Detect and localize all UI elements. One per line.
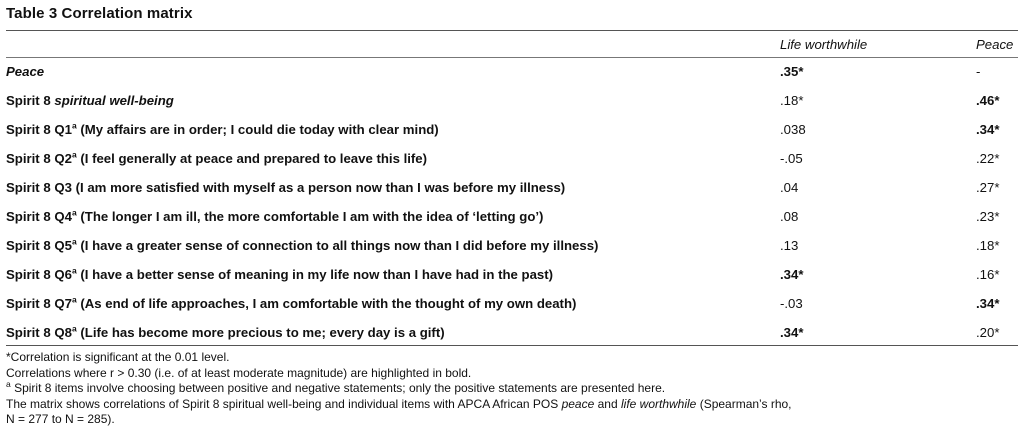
table-row — [6, 86, 1018, 115]
cell-life-worthwhile: .04 — [780, 180, 799, 195]
cell-peace: .20* — [976, 325, 1000, 340]
cell-peace: .23* — [976, 209, 1000, 224]
table-row — [6, 289, 1018, 318]
note-matrix-peace: peace — [561, 396, 595, 411]
row-label — [6, 318, 780, 347]
cell-life-worthwhile: .13 — [780, 238, 799, 253]
row-label — [6, 86, 780, 115]
bottom-rule — [6, 345, 1018, 346]
note-items-sup: a — [6, 379, 11, 389]
row-label — [6, 260, 780, 289]
cell-life-worthwhile: .08 — [780, 209, 799, 224]
cell-life-worthwhile: .35* — [780, 64, 804, 79]
row-label-main: Spirit 8 Q5 — [6, 238, 72, 253]
header-blank — [6, 31, 780, 57]
table-row — [6, 57, 1018, 86]
row-label-text: (My affairs are in order; I could die today with clear mind) — [76, 122, 439, 137]
cell-peace: - — [976, 64, 981, 79]
table-notes — [6, 350, 1016, 428]
row-label-sup: a — [71, 236, 77, 247]
table-row — [6, 115, 1018, 144]
row-label-main: Spirit 8 Q7 — [6, 296, 72, 311]
cell-life-worthwhile: .34* — [780, 325, 804, 340]
note-matrix — [6, 397, 1016, 413]
row-label-main: Spirit 8 — [6, 93, 55, 108]
note-matrix-b: (Spearman’s rho, — [696, 396, 792, 411]
cell-peace: .27* — [976, 180, 1000, 195]
row-label-main: Spirit 8 Q3 — [6, 180, 72, 195]
row-label — [6, 57, 780, 86]
header-peace: Peace — [976, 36, 1014, 52]
note-n: N = 277 to N = 285). — [6, 412, 115, 426]
row-label-main: Spirit 8 Q4 — [6, 209, 72, 224]
row-label — [6, 202, 780, 231]
row-label-text: (The longer I am ill, the more comfortable I am with the idea of ‘letting go’) — [76, 209, 544, 224]
row-label-text: (I have a better sense of meaning in my life now than I have had in the past) — [76, 267, 554, 282]
table-row — [6, 144, 1018, 173]
header-life-worthwhile: Life worthwhile — [780, 36, 868, 52]
cell-life-worthwhile: -.05 — [780, 151, 803, 166]
row-label-main: Peace — [6, 64, 45, 79]
row-label — [6, 173, 780, 202]
row-label-text: (I feel generally at peace and prepared to leave this life) — [76, 151, 428, 166]
cell-life-worthwhile: .18* — [780, 93, 804, 108]
table-row — [6, 231, 1018, 260]
row-label-main: Spirit 8 Q6 — [6, 267, 72, 282]
row-label-sup: a — [71, 149, 77, 160]
note-matrix-a: The matrix shows correlations of Spirit 8 spiritual well-being and individual items with APCA African POS — [6, 396, 562, 411]
row-label-sup: a — [71, 294, 77, 305]
cell-peace: .18* — [976, 238, 1000, 253]
row-label-sup: a — [71, 207, 77, 218]
cell-peace: .46* — [976, 93, 1000, 108]
header-row — [6, 31, 1018, 57]
cell-peace: .16* — [976, 267, 1000, 282]
note-significance: *Correlation is significant at the 0.01 level. — [6, 350, 230, 364]
row-label — [6, 115, 780, 144]
correlation-table — [6, 31, 1018, 347]
cell-life-worthwhile: .34* — [780, 267, 804, 282]
row-label — [6, 289, 780, 318]
table-row — [6, 260, 1018, 289]
note-items — [6, 381, 1016, 397]
row-label-sup: a — [71, 323, 77, 334]
cell-peace: .22* — [976, 151, 1000, 166]
row-label-sup: a — [71, 265, 77, 276]
table-row — [6, 173, 1018, 202]
row-label-main: Spirit 8 Q8 — [6, 325, 72, 340]
note-matrix-lw: life worthwhile — [620, 396, 697, 411]
table-row — [6, 202, 1018, 231]
table-body — [6, 57, 1018, 347]
cell-peace: .34* — [976, 296, 1000, 311]
row-label-main: Spirit 8 Q1 — [6, 122, 72, 137]
cell-life-worthwhile: .038 — [780, 122, 806, 137]
row-label — [6, 231, 780, 260]
cell-peace: .34* — [976, 122, 1000, 137]
cell-life-worthwhile: -.03 — [780, 296, 803, 311]
table-row — [6, 318, 1018, 347]
table-title: Table 3 Correlation matrix — [6, 5, 193, 22]
note-bold: Correlations where r > 0.30 (i.e. of at least moderate magnitude) are highlighted in bold. — [6, 365, 472, 380]
row-label — [6, 144, 780, 173]
note-items-text: Spirit 8 items involve choosing between positive and negative statements; only the positive statements are presented here. — [10, 381, 666, 395]
row-label-text: (I have a greater sense of connection to all things now than I did before my illness) — [76, 238, 599, 253]
row-label-sup: a — [71, 120, 77, 131]
row-label-text: (I am more satisfied with myself as a person now than I was before my illness) — [71, 180, 566, 195]
row-label-main: Spirit 8 Q2 — [6, 151, 72, 166]
note-matrix-and: and — [594, 396, 621, 411]
row-label-text: (Life has become more precious to me; every day is a gift) — [76, 325, 445, 340]
row-label-text: (As end of life approaches, I am comfortable with the thought of my own death) — [76, 296, 577, 311]
row-label-text: spiritual well-being — [54, 93, 174, 108]
